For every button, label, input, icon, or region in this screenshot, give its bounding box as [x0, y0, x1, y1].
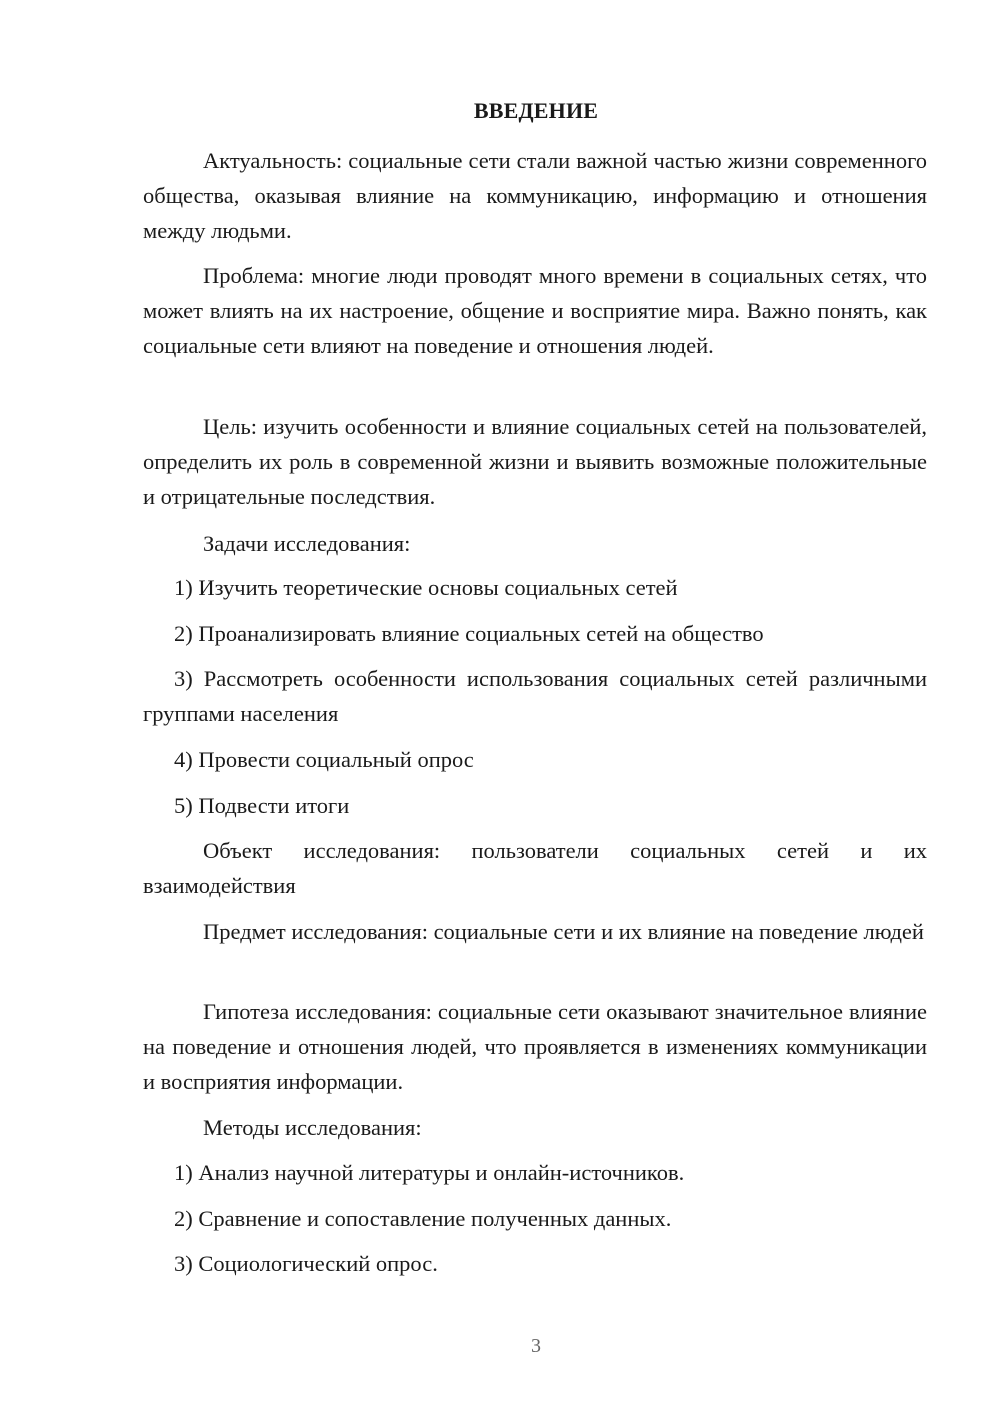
- object-paragraph: Объект исследования: пользователи социальных сетей и их взаимодействия: [143, 838, 927, 898]
- task-item-4: 4) Провести социальный опрос: [174, 747, 474, 772]
- methods-heading: Методы исследования:: [203, 1115, 422, 1140]
- task-item-5: 5) Подвести итоги: [174, 793, 350, 818]
- page-number: 3: [531, 1335, 541, 1357]
- task-item-2: 2) Проанализировать влияние социальных сетей на общество: [174, 621, 764, 646]
- hypothesis-paragraph: Гипотеза исследования: социальные сети оказывают значительное влияние на поведение и отношения людей, что проявляется в изменениях коммуникации и восприятия информации.: [143, 999, 927, 1094]
- method-item-3: 3) Социологический опрос.: [174, 1251, 438, 1276]
- problem-paragraph: Проблема: многие люди проводят много времени в социальных сетях, что может влиять на их настроение, общение и восприятие мира. Важно понять, как социальные сети влияют на поведение и отношения людей.: [143, 263, 927, 358]
- task-item-3: 3) Рассмотреть особенности использования социальных сетей различными группами населения: [143, 666, 927, 726]
- task-item-1: 1) Изучить теоретические основы социальных сетей: [174, 575, 678, 600]
- tasks-heading: Задачи исследования:: [203, 531, 411, 556]
- subject-paragraph: Предмет исследования: социальные сети и их влияние на поведение людей: [203, 919, 924, 944]
- method-item-2: 2) Сравнение и сопоставление полученных данных.: [174, 1206, 672, 1231]
- page-title: ВВЕДЕНИЕ: [473, 98, 599, 123]
- relevance-paragraph: Актуальность: социальные сети стали важной частью жизни современного общества, оказывая влияние на коммуникацию, информацию и отношения между людьми.: [143, 148, 927, 243]
- goal-paragraph: Цель: изучить особенности и влияние социальных сетей на пользователей, определить их роль в современной жизни и выявить возможные положительные и отрицательные последствия.: [143, 414, 927, 509]
- method-item-1: 1) Анализ научной литературы и онлайн-источников.: [174, 1160, 685, 1185]
